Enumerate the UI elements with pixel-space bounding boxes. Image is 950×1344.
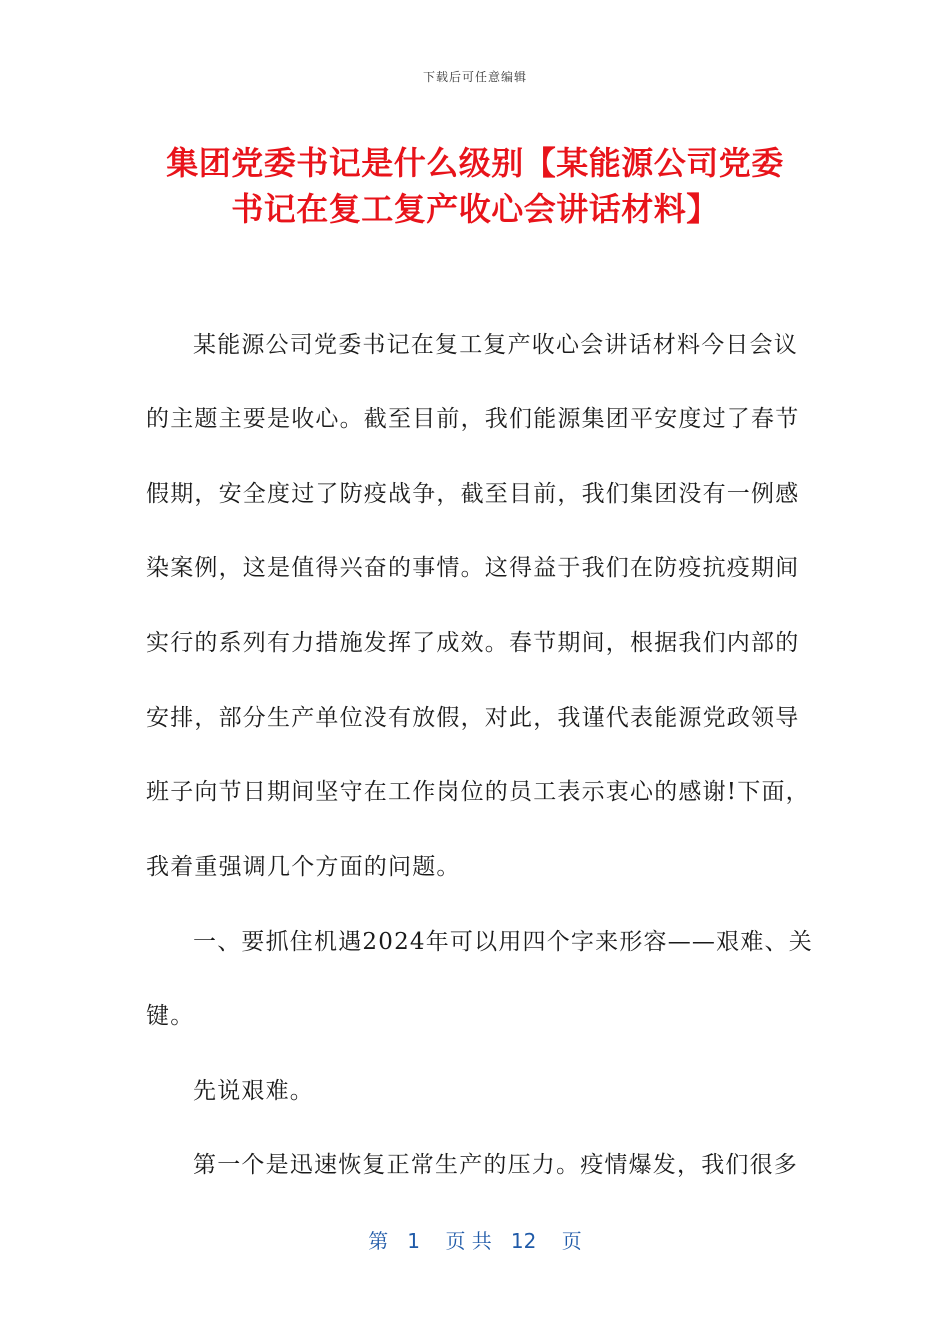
document-title bbox=[120, 140, 830, 232]
header-note: 下载后可任意编辑 bbox=[422, 70, 527, 84]
body-line-text: 实行的系列有力措施发挥了成效。春节期间，根据我们内部的 bbox=[146, 630, 800, 656]
body-line-text: 的主题主要是收心。截至目前，我们能源集团平安度过了春节 bbox=[146, 406, 800, 432]
footer-middle: 页 共 bbox=[445, 1229, 492, 1253]
page-footer bbox=[0, 1225, 950, 1254]
body-line-text: 安排，部分生产单位没有放假，对此，我谨代表能源党政领导 bbox=[146, 705, 800, 731]
footer-page-number: 1 bbox=[407, 1229, 421, 1253]
body-line-text: 某能源公司党委书记在复工复产收心会讲话材料今日会议 bbox=[193, 332, 798, 358]
footer-prefix: 第 bbox=[368, 1229, 389, 1253]
body-line-text: 染案例，这是值得兴奋的事情。这得益于我们在防疫抗疫期间 bbox=[146, 555, 800, 581]
footer-suffix: 页 bbox=[561, 1229, 582, 1253]
body-line-text: 键。 bbox=[146, 1003, 195, 1029]
body-line-text: 班子向节日期间坚守在工作岗位的员工表示衷心的感谢!下面， bbox=[146, 779, 810, 805]
body-line-text: 我着重强调几个方面的问题。 bbox=[146, 854, 461, 880]
body-line-text: 假期，安全度过了防疫战争，截至目前，我们集团没有一例感 bbox=[146, 481, 800, 507]
body-line-text: 先说艰难。 bbox=[193, 1078, 314, 1104]
title-line-1: 集团党委书记是什么级别【某能源公司党委 bbox=[166, 144, 784, 182]
body-line-text: 第一个是迅速恢复正常生产的压力。疫情爆发，我们很多 bbox=[193, 1152, 798, 1178]
footer-total-pages: 12 bbox=[510, 1229, 537, 1253]
title-line-2: 书记在复工复产收心会讲话材料】 bbox=[231, 190, 719, 228]
body-line-text: 一、要抓住机遇2024年可以用四个字来形容——艰难、关 bbox=[193, 929, 813, 955]
